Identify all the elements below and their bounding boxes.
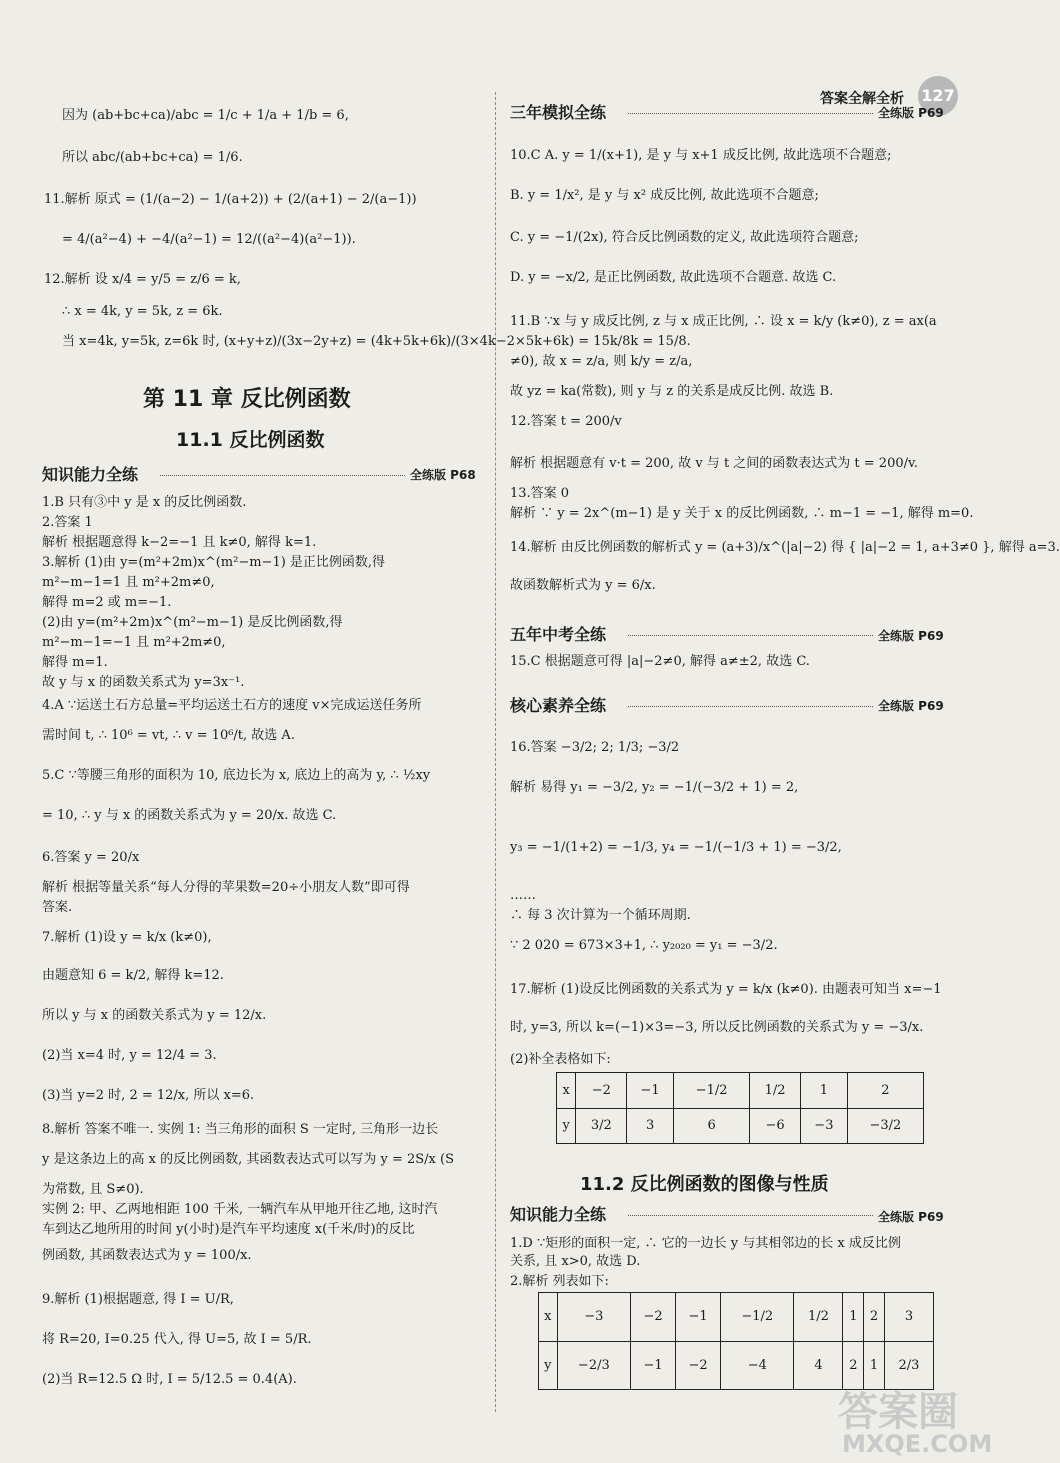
answer-line: (2)由 y=(m²+2m)x^(m²−m−1) 是反比例函数,得 <box>42 615 343 630</box>
section-page-ref: 全练版 P69 <box>878 629 944 643</box>
answer-line: y 是这条边上的高 x 的反比例函数, 其函数表达式可以写为 y = 2S/x (S <box>42 1152 454 1167</box>
table-cell: 3 <box>627 1108 674 1144</box>
answer-line: 11.解析 原式 = (1/(a−2) − 1/(a+2)) + (2/(a+1) − 2/(a−1)) <box>44 192 417 207</box>
section-rule <box>160 475 405 476</box>
answer-line: 7.解析 (1)设 y = k/x (k≠0), <box>42 930 212 945</box>
answer-line: …… <box>510 888 536 903</box>
section-title-11-2: 11.2 反比例函数的图像与性质 <box>580 1174 829 1195</box>
answer-line: 2.答案 1 <box>42 515 93 530</box>
section-header-core: 核心素养全练 <box>510 696 607 715</box>
answer-line: (2)当 R=12.5 Ω 时, I = 5/12.5 = 0.4(A). <box>42 1372 297 1387</box>
table-cell: −1 <box>676 1293 721 1342</box>
table-cell: 1/2 <box>750 1073 801 1109</box>
answer-line: 8.解析 答案不唯一. 实例 1: 当三角形的面积 S 一定时, 三角形一边长 <box>42 1122 439 1137</box>
answer-line: 因为 (ab+bc+ca)/abc = 1/c + 1/a + 1/b = 6, <box>62 108 349 123</box>
watermark-logo: 答案圈 <box>838 1389 958 1435</box>
section-title: 11.1 反比例函数 <box>176 429 325 451</box>
answer-line: = 10, ∴ y 与 x 的函数关系式为 y = 20/x. 故选 C. <box>42 808 337 823</box>
chapter-title: 第 11 章 反比例函数 <box>143 387 351 412</box>
section-rule <box>628 1215 873 1216</box>
answer-line: 12.答案 t = 200/v <box>510 414 622 429</box>
section-header-knowledge: 知识能力全练 <box>42 465 139 484</box>
answer-line: 所以 abc/(ab+bc+ca) = 1/6. <box>62 150 243 165</box>
answer-line: 4.A ∵运送土石方总量=平均运送土石方的速度 v×完成运送任务所 <box>42 698 422 713</box>
answer-line: 17.解析 (1)设反比例函数的关系式为 y = k/x (k≠0). 由题表可知当 x=−1 <box>510 982 942 997</box>
answer-line: 解析 易得 y₁ = −3/2, y₂ = −1/(−3/2 + 1) = 2, <box>510 780 799 795</box>
answer-line: D. y = −x/2, 是正比例函数, 故此选项不合题意. 故选 C. <box>510 270 837 285</box>
section-page-ref: 全练版 P68 <box>410 468 476 482</box>
answer-line: 故 yz = ka(常数), 则 y 与 z 的关系是成反比例. 故选 B. <box>510 384 834 399</box>
table-cell: −2 <box>631 1293 676 1342</box>
section-header-knowledge-2: 知识能力全练 <box>510 1205 607 1224</box>
table-cell: −1 <box>627 1073 674 1109</box>
section-header-five-year: 五年中考全练 <box>510 625 607 644</box>
answer-line: 将 R=20, I=0.25 代入, 得 U=5, 故 I = 5/R. <box>42 1332 312 1347</box>
answer-line: 10.C A. y = 1/(x+1), 是 y 与 x+1 成反比例, 故此选项不合题意; <box>510 148 892 163</box>
table-cell: −1 <box>631 1341 676 1390</box>
answer-line: ∴ 每 3 次计算为一个循环周期. <box>510 908 691 923</box>
answer-line: 解得 m=2 或 m=−1. <box>42 595 172 610</box>
section-rule <box>628 635 873 636</box>
section-header-three-year: 三年模拟全练 <box>510 103 607 122</box>
answer-line: m²−m−1=−1 且 m²+2m≠0, <box>42 635 226 650</box>
column-divider <box>495 92 496 1412</box>
answer-line: 为常数, 且 S≠0). <box>42 1182 144 1197</box>
answer-line: ∵ 2 020 = 673×3+1, ∴ y₂₀₂₀ = y₁ = −3/2. <box>510 938 778 953</box>
table-cell: x <box>539 1293 558 1342</box>
table-cell: 1 <box>843 1293 864 1342</box>
table-cell: 4 <box>794 1341 843 1390</box>
answer-table-17 <box>556 1072 924 1144</box>
table-cell: −2 <box>676 1341 721 1390</box>
table-cell: x <box>557 1073 576 1109</box>
answer-line: 所以 y 与 x 的函数关系式为 y = 12/x. <box>42 1008 267 1023</box>
answer-line: (2)当 x=4 时, y = 12/4 = 3. <box>42 1048 217 1063</box>
answer-line: 16.答案 −3/2; 2; 1/3; −3/2 <box>510 740 680 755</box>
answer-line: 5.C ∵等腰三角形的面积为 10, 底边长为 x, 底边上的高为 y, ∴ ½xy <box>42 768 431 783</box>
answer-line: 例函数, 其函数表达式为 y = 100/x. <box>42 1248 252 1263</box>
table-cell: 2 <box>843 1341 864 1390</box>
answer-line: 解析 根据题意得 k−2=−1 且 k≠0, 解得 k=1. <box>42 535 317 550</box>
table-cell: −3 <box>801 1108 848 1144</box>
answer-line: 9.解析 (1)根据题意, 得 I = U/R, <box>42 1292 234 1307</box>
table-cell: −6 <box>750 1108 801 1144</box>
page-number: 127 <box>918 76 958 116</box>
answer-line: 车到达乙地所用的时间 y(小时)是汽车平均速度 x(千米/时)的反比 <box>42 1222 415 1237</box>
answer-line: 3.解析 (1)由 y=(m²+2m)x^(m²−m−1) 是正比例函数,得 <box>42 555 386 570</box>
answer-line: 当 x=4k, y=5k, z=6k 时, (x+y+z)/(3x−2y+z) = (4k+5k+6k)/(3×4k−2×5k+6k) = 15k/8k = 15/8. <box>62 334 691 349</box>
answer-line: ∴ x = 4k, y = 5k, z = 6k. <box>62 304 223 319</box>
table-cell: −3 <box>557 1293 630 1342</box>
answer-line: 答案. <box>42 900 73 915</box>
watermark-url: MXQE.COM <box>842 1430 993 1458</box>
answer-line: 解析 根据题意有 v·t = 200, 故 v 与 t 之间的函数表达式为 t = 200/v. <box>510 456 918 471</box>
answer-line: 关系, 且 x>0, 故选 D. <box>510 1254 641 1269</box>
table-row <box>539 1293 934 1342</box>
answer-line: y₃ = −1/(1+2) = −1/3, y₄ = −1/(−1/3 + 1) = −3/2, <box>510 840 842 855</box>
answer-line: 12.解析 设 x/4 = y/5 = z/6 = k, <box>44 272 241 287</box>
answer-line: B. y = 1/x², 是 y 与 x² 成反比例, 故此选项不合题意; <box>510 188 819 203</box>
table-cell: 1 <box>801 1073 848 1109</box>
page-header-title: 答案全解全析 <box>820 91 904 107</box>
table-cell: −1/2 <box>721 1293 794 1342</box>
section-rule <box>628 113 873 114</box>
section-page-ref: 全练版 P69 <box>878 106 944 120</box>
answer-line: 需时间 t, ∴ 10⁶ = vt, ∴ v = 10⁶/t, 故选 A. <box>42 728 295 743</box>
table-cell: 6 <box>674 1108 750 1144</box>
table-row <box>557 1073 924 1109</box>
answer-line: 13.答案 0 <box>510 486 570 501</box>
table-cell: 2 <box>864 1293 885 1342</box>
answer-line: 故 y 与 x 的函数关系式为 y=3x⁻¹. <box>42 675 245 690</box>
answer-line: ≠0), 故 x = z/a, 则 k/y = z/a, <box>510 354 693 369</box>
table-cell: 1 <box>864 1341 885 1390</box>
answer-line: 由题意知 6 = k/2, 解得 k=12. <box>42 968 224 983</box>
table-cell: y <box>539 1341 558 1390</box>
table-cell: −2/3 <box>557 1341 630 1390</box>
answer-line: 15.C 根据题意可得 |a|−2≠0, 解得 a≠±2, 故选 C. <box>510 654 810 669</box>
table-cell: −2 <box>576 1073 627 1109</box>
answer-line: 解得 m=1. <box>42 655 108 670</box>
answer-line: = 4/(a²−4) + −4/(a²−1) = 12/((a²−4)(a²−1)). <box>62 232 356 247</box>
answer-line: m²−m−1=1 且 m²+2m≠0, <box>42 575 215 590</box>
table-cell: 1/2 <box>794 1293 843 1342</box>
table-cell: 2 <box>847 1073 923 1109</box>
answer-line: C. y = −1/(2x), 符合反比例函数的定义, 故此选项符合题意; <box>510 230 859 245</box>
answer-line: 解析 ∵ y = 2x^(m−1) 是 y 关于 x 的反比例函数, ∴ m−1 = −1, 解得 m=0. <box>510 506 974 521</box>
answer-line: 1.B 只有③中 y 是 x 的反比例函数. <box>42 495 247 510</box>
section-page-ref: 全练版 P69 <box>878 1210 944 1224</box>
answer-line: 1.D ∵矩形的面积一定, ∴ 它的一边长 y 与其相邻边的长 x 成反比例 <box>510 1236 901 1251</box>
section-page-ref: 全练版 P69 <box>878 699 944 713</box>
table-cell: −3/2 <box>847 1108 923 1144</box>
table-row <box>557 1108 924 1144</box>
table-cell: 2/3 <box>884 1341 933 1390</box>
answer-line: (3)当 y=2 时, 2 = 12/x, 所以 x=6. <box>42 1088 255 1103</box>
table-cell: −4 <box>721 1341 794 1390</box>
answer-line: (2)补全表格如下: <box>510 1052 611 1067</box>
section-rule <box>628 706 873 707</box>
answer-line: 14.解析 由反比例函数的解析式 y = (a+3)/x^(|a|−2) 得 { |a|−2 = 1, a+3≠0 }, 解得 a=3. <box>510 540 1060 555</box>
table-cell: y <box>557 1108 576 1144</box>
answer-line: 2.解析 列表如下: <box>510 1274 609 1289</box>
answer-line: 时, y=3, 所以 k=(−1)×3=−3, 所以反比例函数的关系式为 y = −3/x. <box>510 1020 924 1035</box>
table-cell: 3 <box>884 1293 933 1342</box>
answer-table-2 <box>538 1292 934 1390</box>
table-cell: 3/2 <box>576 1108 627 1144</box>
answer-line: 故函数解析式为 y = 6/x. <box>510 578 656 593</box>
answer-line: 解析 根据等量关系“每人分得的苹果数=20÷小朋友人数”即可得 <box>42 880 410 895</box>
answer-line: 6.答案 y = 20/x <box>42 850 140 865</box>
answer-line: 实例 2: 甲、乙两地相距 100 千米, 一辆汽车从甲地开往乙地, 这时汽 <box>42 1202 438 1217</box>
table-cell: −1/2 <box>674 1073 750 1109</box>
answer-line: 11.B ∵x 与 y 成反比例, z 与 x 成正比例, ∴ 设 x = k/y (k≠0), z = ax(a <box>510 314 937 329</box>
